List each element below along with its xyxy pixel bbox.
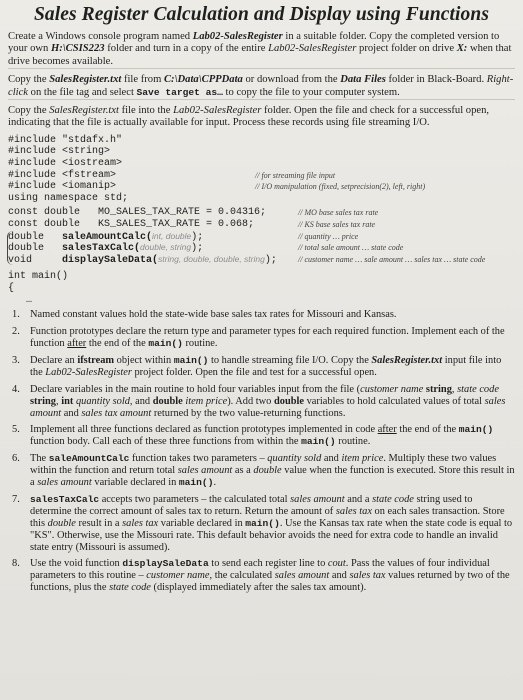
code-line-const-ks: const double KS_SALES_TAX_RATE = 0.068; // KS base sales tax rate (8, 219, 376, 230)
code-line-include-stdafx: #include "stdafx.h" (8, 134, 123, 146)
code-line-main: int main() (8, 271, 69, 283)
function-prototypes (8, 231, 515, 266)
list-item: 8. Use the void function displaySaleData to send each register line to cout. Pass the values of four individual parameters to this routine – customer name, the calculated sales amount and sales tax values returned by two of the functions, plus the state code (displayed immediately after the sales tax amount). (12, 558, 510, 594)
intro-paragraph-3: Copy the SalesRegister.txt file into the Lab02-SalesRegister folder. Open the file and check for a successful open, indicating that the file is actually available for input. Process these records using file streaming I/O. (8, 105, 490, 129)
list-item: 1. Named constant values hold the state-wide base sales tax rates for Missouri and Kansas. (12, 309, 397, 321)
code-line-include-iostream: #include <iostream> (8, 158, 123, 170)
code-line-proto-sale-amount: double saleAmountCalc(int, double); // quantity … price (8, 230, 359, 243)
code-comment-ks-rate: // KS base sales tax rate (298, 220, 376, 229)
code-comment-proto-sales-tax: // total sale amount … state code (298, 243, 404, 253)
code-listing (8, 135, 515, 306)
code-line-include-fstream: #include <fstream> // for streaming file input (8, 169, 336, 181)
code-line-include-iomanip: #include <iomanip> // I/O manipulation (fixed, setprecision(2), left, right) (8, 181, 426, 193)
code-line-const-mo: const double MO_SALES_TAX_RATE = 0.04316; // MO base sales tax rate (8, 207, 379, 219)
code-line-proto-display: void displaySaleData(string, double, double, string); // customer name … sale amount … sales tax … state code (8, 253, 486, 266)
code-comment-fstream: // for streaming file input (255, 170, 336, 180)
code-comment-proto-sale-amount: // quantity … price (298, 231, 359, 241)
code-line-include-string: #include <string> (8, 146, 111, 158)
list-item: 7. salesTaxCalc accepts two parameters – the calculated total sales amount and a state code string used to determine the correct amount of sales tax to return. Return the amount of sales tax on each sales transaction. Store this double result in a sales tax variable declared in main(). Use the Kansas tax rate when the state code is equal to "KS". Otherwise, use the Missouri rate. This default behavior avoids the need for extra code to handle an invalid state entry (Missouri is assumed). (12, 493, 513, 553)
code-line-using-namespace: using namespace std; (8, 192, 129, 204)
code-line-ellipsis: … (26, 294, 33, 306)
code-comment-proto-display: // customer name … sale amount … sales tax … state code (298, 254, 486, 264)
intro-paragraph-2: Copy the SalesRegister.txt file from C:\Data\CPPData or download from the Data Files folder in Black-Board. Right-click on the file tag and select Save target as… to copy the file to your computer system. (8, 74, 515, 100)
code-line-proto-sales-tax: double salesTaxCalc(double, string); // total sale amount … state code (8, 242, 404, 255)
instruction-list (8, 309, 515, 594)
list-item: 6. The saleAmountCalc function takes two parameters – quantity sold and item price. Multiply these two values within the function and return total sales amount as a double value when the function is executed. Store this result in a sales amount variable declared in main(). (12, 453, 515, 489)
code-line-main-brace: { (8, 282, 15, 294)
page-title: Sales Register Calculation and Display using Functions (33, 4, 490, 25)
list-item: 3. Declare an ifstream object within main() to handle streaming file I/O. Copy the SalesRegister.txt input file into the Lab02-SalesRegister project folder. Open the file and test for a successful open. (12, 354, 502, 378)
code-comment-mo-rate: // MO base sales tax rate (298, 208, 379, 218)
code-comment-iomanip: // I/O manipulation (fixed, setprecision(2), left, right) (255, 182, 426, 192)
intro-paragraph-1: Create a Windows console program named Lab02-SalesRegister in a suitable folder. Copy the completed version to your own H:\CSIS223 folder and turn in a copy of the entire Lab02-SalesRegister project folder on drive X: when that drive becomes available. (8, 31, 515, 69)
list-item: 2. Function prototypes declare the return type and parameter types for each required function. Implement each of the function after the end of the main() routine. (12, 326, 505, 349)
list-item: 5. Implement all three functions declared as function prototypes implemented in code after the end of the main() function body. Call each of these three functions from within the main() routine. (12, 424, 494, 448)
list-item: 4. Declare variables in the main routine to hold four variables input from the file (customer name string, state code string, int quantity sold, and double item price). Add two double variables to hold calculated values of total sales amount and sales tax amount returned by the two value-returning functions. (12, 383, 506, 419)
